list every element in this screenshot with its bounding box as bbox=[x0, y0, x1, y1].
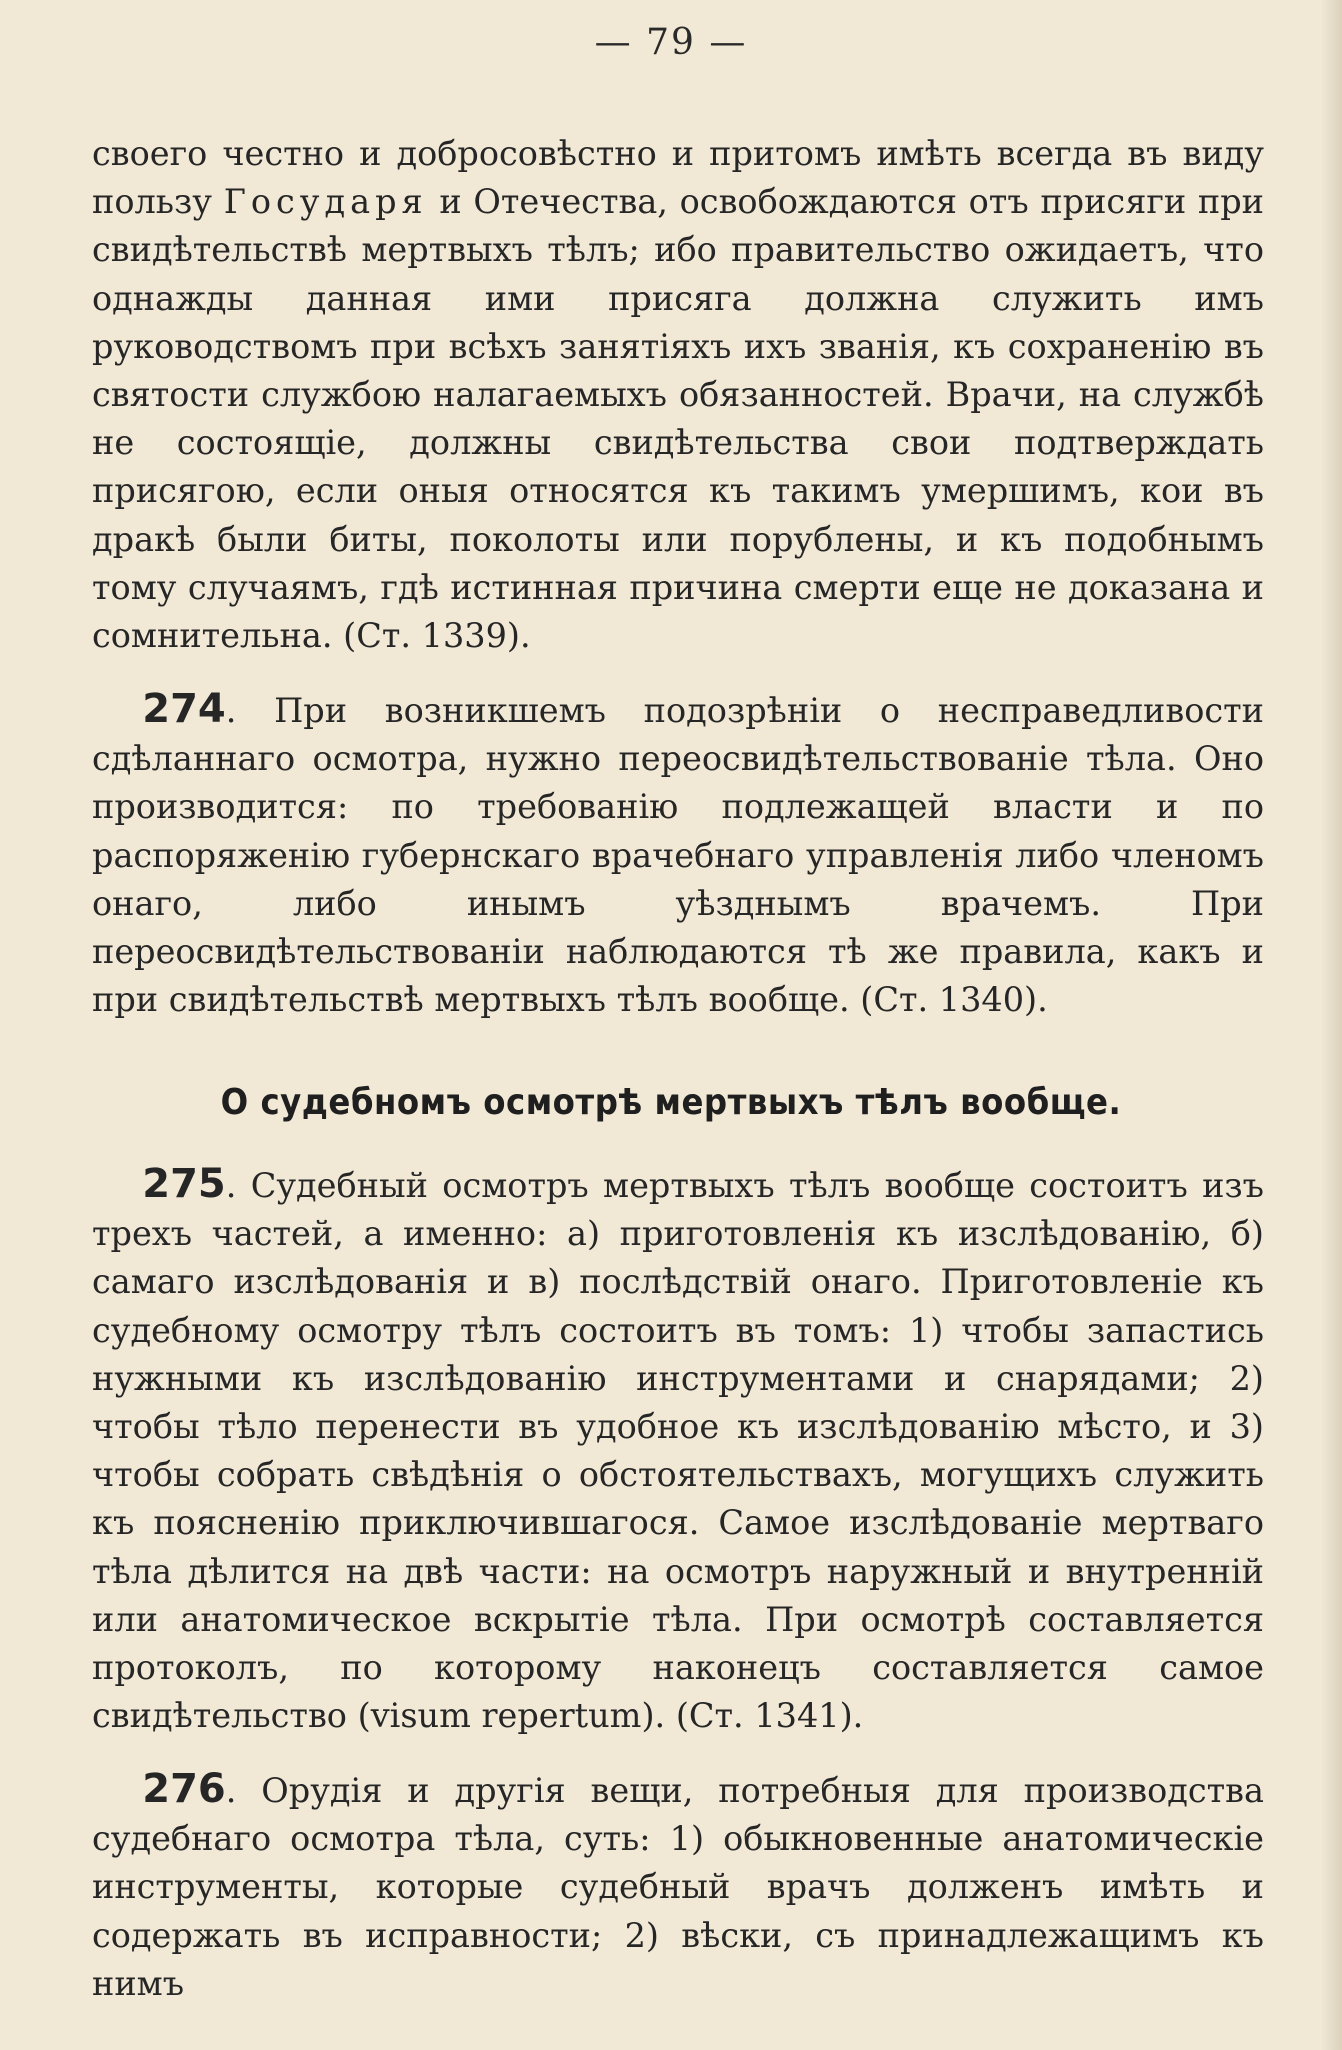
continued-text-part2: и Отечества, освобождаются отъ присяги при свидѣтельствѣ мертвыхъ тѣлъ; ибо правительство ожидаетъ, что однажды данная ими присяга должна служить имъ руководствомъ при всѣхъ занятіяхъ ихъ званія, къ сохраненію въ святости службою налагаемыхъ обязанностей. Врачи, на службѣ не состоящіе, должны свидѣтельства свои подтверждать присягою, если оныя относятся къ такимъ умершимъ, кои въ дракѣ были биты, поколоты или порублены, и къ подобнымъ тому случаямъ, гдѣ истинная причина смерти еще не доказана и сомнительна. (Ст. 1339). bbox=[92, 182, 1264, 656]
page-number: — 79 — bbox=[594, 22, 748, 63]
paragraph-text: . Орудія и другія вещи, потребныя для производства судебнаго осмотра тѣла, суть: 1) обыкновенные анатомическіе инструменты, которые судебный врачъ долженъ имѣть и содержать въ исправности; 2) вѣски, съ принадлежащимъ къ нимъ bbox=[92, 1771, 1264, 2003]
paragraph-number: 275 bbox=[142, 1161, 226, 1207]
continued-text-part1: своего честно и добросовѣстно и притомъ имѣть всегда въ виду пользу bbox=[92, 134, 1264, 222]
paragraph-274 bbox=[92, 685, 1264, 1024]
page-edge-shadow bbox=[1320, 0, 1342, 2050]
paragraph-number: 276 bbox=[142, 1766, 226, 1812]
continued-paragraph bbox=[92, 130, 1264, 660]
paragraph-276 bbox=[92, 1765, 1264, 2008]
paragraph-text: . Судебный осмотръ мертвыхъ тѣлъ вообще состоитъ изъ трехъ частей, а именно: а) приготовленія къ изслѣдованію, б) самаго изслѣдованія и в) послѣдствій онаго. Приготовленіе къ судебному осмотру тѣлъ состоитъ въ томъ: 1) чтобы запастись нужными къ изслѣдованію инструментами и снарядами; 2) чтобы тѣло перенести въ удобное къ изслѣдованію мѣсто, и 3) чтобы собрать свѣдѣнія о обстоятельствахъ, могущихъ служить къ поясненію приключившагося. Самое изслѣдованіе мертваго тѣла дѣлится на двѣ части: на осмотръ наружный и внутренній или анатомическое вскрытіе тѣла. При осмотрѣ составляется протоколъ, по которому наконецъ составляется самое свидѣтельство (visum repertum). (Ст. 1341). bbox=[92, 1166, 1264, 1736]
paragraph-275 bbox=[92, 1160, 1264, 1740]
emphasized-word: Государя bbox=[223, 182, 428, 222]
paragraph-text: . При возникшемъ подозрѣніи о несправедливости сдѣланнаго осмотра, нужно переосвидѣтельствованіе тѣла. Оно производится: по требованію подлежащей власти и по распоряженію губернскаго врачебнаго управленія либо членомъ онаго, либо инымъ уѣзднымъ врачемъ. При переосвидѣтельствованіи наблюдаются тѣ же правила, какъ и при свидѣтельствѣ мертвыхъ тѣлъ вообще. (Ст. 1340). bbox=[92, 691, 1264, 1020]
paragraph-number: 274 bbox=[142, 686, 226, 732]
section-heading: О судебномъ осмотрѣ мертвыхъ тѣлъ вообще. bbox=[220, 1082, 1122, 1123]
